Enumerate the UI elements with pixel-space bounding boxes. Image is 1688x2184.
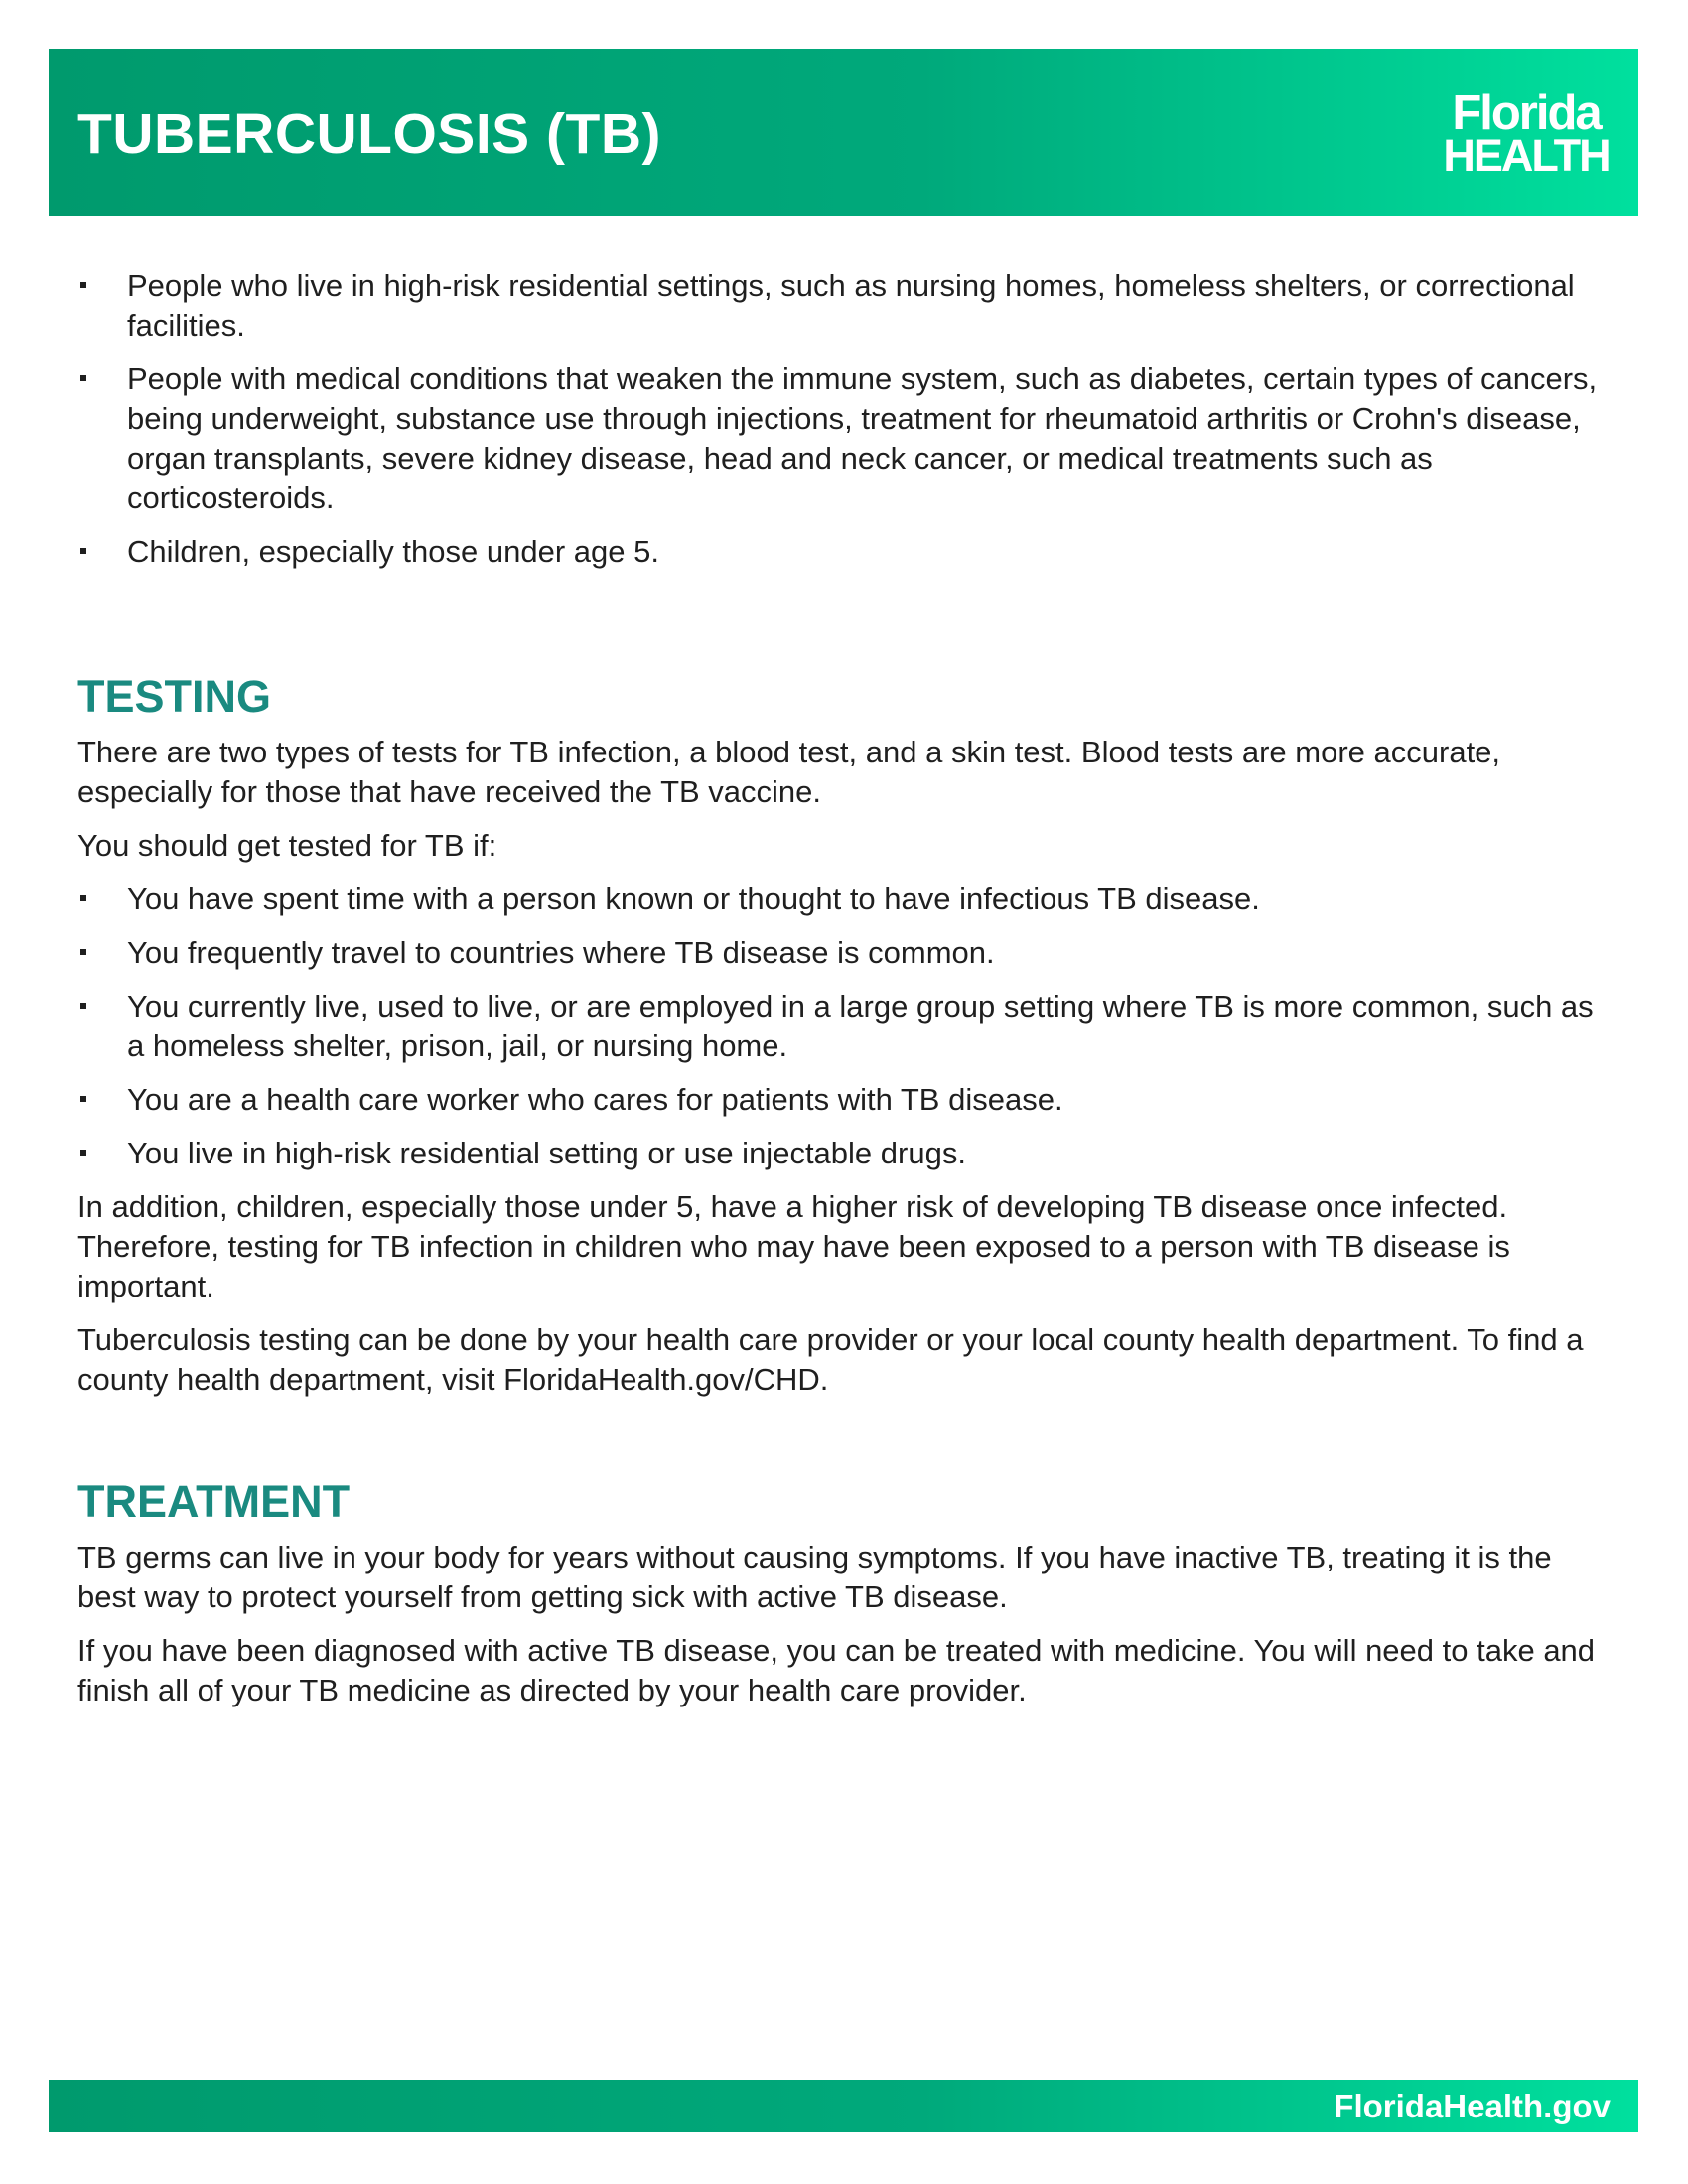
list-item	[77, 1080, 1607, 1120]
treatment-paragraph-2: If you have been diagnosed with active TB disease, you can be treated with medicine. You will need to take and finish all of your TB medicine as directed by your health care provider.	[77, 1633, 1596, 1707]
list-item-text: You frequently travel to countries where TB disease is common.	[127, 935, 995, 970]
list-item	[77, 933, 1607, 973]
list-item-text: You have spent time with a person known or thought to have infectious TB disease.	[127, 882, 1260, 916]
testing-where: Tuberculosis testing can be done by your health care provider or your local county health department. To find a county health department, visit FloridaHealth.gov/CHD.	[77, 1322, 1584, 1397]
testing-intro: There are two types of tests for TB infection, a blood test, and a skin test. Blood tests are more accurate, especially for those that have received the TB vaccine.	[77, 735, 1501, 809]
treatment-section	[77, 1476, 1607, 1724]
bullet-icon	[80, 895, 86, 901]
bullet-icon	[80, 375, 86, 381]
section-title-treatment: TREATMENT	[77, 1476, 351, 1527]
testing-criteria-list	[77, 880, 1607, 1173]
list-item	[77, 987, 1607, 1066]
list-item-text: Children, especially those under age 5.	[127, 534, 659, 569]
list-item	[77, 880, 1607, 919]
footer-url: FloridaHealth.gov	[1334, 2088, 1611, 2124]
list-item-text: You live in high-risk residential setting or use injectable drugs.	[127, 1136, 966, 1170]
list-item-text: People with medical conditions that weaken the immune system, such as diabetes, certain types of cancers, being underweight, substance use through injections, treatment for rheumatoid arthritis or Crohn's disease, organ transplants, severe kidney disease, head and neck cancer, or medical treatments such as corticosteroids.	[127, 361, 1598, 515]
header-banner	[49, 49, 1638, 216]
bullet-icon	[80, 548, 86, 554]
florida-health-logo	[1442, 86, 1611, 181]
bullet-icon	[80, 1003, 86, 1009]
list-item-text: People who live in high-risk residential settings, such as nursing homes, homeless shelters, or correctional facilities.	[127, 268, 1575, 342]
treatment-paragraph-1: TB germs can live in your body for years without causing symptoms. If you have inactive TB, treating it is the best way to protect yourself from getting sick with active TB disease.	[77, 1540, 1552, 1614]
footer-banner	[49, 2080, 1638, 2132]
bullet-icon	[80, 1096, 86, 1102]
list-item-text: You are a health care worker who cares for patients with TB disease.	[127, 1082, 1063, 1117]
logo-line-florida: Florida	[1452, 86, 1601, 140]
list-item-text: You currently live, used to live, or are employed in a large group setting where TB is more common, such as a homeless shelter, prison, jail, or nursing home.	[127, 989, 1594, 1063]
list-item	[77, 266, 1607, 345]
bullet-icon	[80, 282, 86, 288]
risk-list	[77, 266, 1607, 572]
testing-children-note: In addition, children, especially those under 5, have a higher risk of developing TB disease once infected. Therefore, testing for TB infection in children who may have been exposed to a person with TB disease is important.	[77, 1189, 1510, 1303]
list-item	[77, 359, 1607, 518]
list-item	[77, 532, 1607, 572]
list-item	[77, 1134, 1607, 1173]
bullet-icon	[80, 949, 86, 955]
page-title: TUBERCULOSIS (TB)	[77, 102, 661, 166]
main-content	[77, 266, 1607, 1707]
bullet-icon	[80, 1150, 86, 1156]
section-title-testing: TESTING	[77, 671, 272, 722]
logo-line-health: HEALTH	[1443, 130, 1610, 181]
testing-lead: You should get tested for TB if:	[77, 828, 497, 863]
testing-section	[77, 671, 1607, 1414]
